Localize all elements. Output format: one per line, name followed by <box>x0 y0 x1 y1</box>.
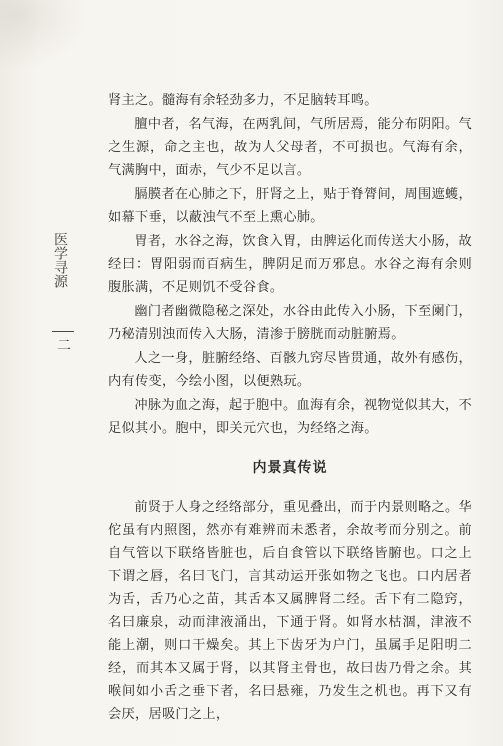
paragraph: 肾主之。髓海有余轻劲多力，不足脑转耳鸣。 <box>108 93 378 108</box>
paragraph: 前贤于人身之经络部分，重见叠出，而于内景则略之。华佗虽有内照图，然亦有难辨而未悉者，余故考而分别之。前自气管以下联络皆脏也，后自食管以下联络皆腑也。口之上下谓之唇，名曰飞门，言其动运开张如物之飞也。口内居者为舌，舌乃心之苗，其舌本又属脾肾二经。舌下有二隐窍，名曰廉泉，动而津液涌出，下通于肾。如肾水枯涸，津液不能上潮，则口干燥矣。其上下齿牙为户门，虽属手足阳明二经，而其本又属于肾，以其肾主骨也，故曰齿乃骨之余。其喉间如小舌之垂下者，名曰悬雍，乃发生之机也。再下又有会厌，居吸门之上， <box>108 500 472 722</box>
paragraph: 幽门者幽微隐秘之深处，水谷由此传入小肠，下至阑门，乃秘清别浊而传入大肠，清渗于膀胱而动脏腑焉。 <box>108 304 472 342</box>
scan-smudge <box>0 0 90 70</box>
side-divider <box>52 331 74 332</box>
section-heading: 内景真传说 <box>252 460 328 476</box>
page-number: 二 <box>57 338 71 354</box>
paragraph: 胃者，水谷之海，饮食入胃，由脾运化而传送大小肠，故经曰：胃阳弱而百病生，脾阴足而万邪息。水谷之海有余则腹胀满，不足则饥不受谷食。 <box>108 234 472 295</box>
paragraph: 人之一身，脏腑经络、百骸九窍尽皆贯通，故外有感伤，内有传变，今绘小图，以便熟玩。 <box>108 351 472 389</box>
paragraph: 冲脉为血之海，起于胞中。血海有余，视物觉似其大，不足似其小。胞中，即关元穴也，为经络之海。 <box>108 398 472 436</box>
body-text <box>108 89 472 727</box>
running-book-title: 医学寻源 <box>52 232 68 288</box>
paragraph: 膻中者，名气海，在两乳间，气所居焉，能分布阴阳。气之生源，命之主也，故为人父母者，不可损也。气海有余，气满胸中，面赤，气少不足以言。 <box>108 117 472 178</box>
paragraph: 膈膜者在心肺之下，肝肾之上，贴于脊膂间，周围遮蠖，如幕下垂，以蔽浊气不至上熏心肺。 <box>108 187 472 225</box>
